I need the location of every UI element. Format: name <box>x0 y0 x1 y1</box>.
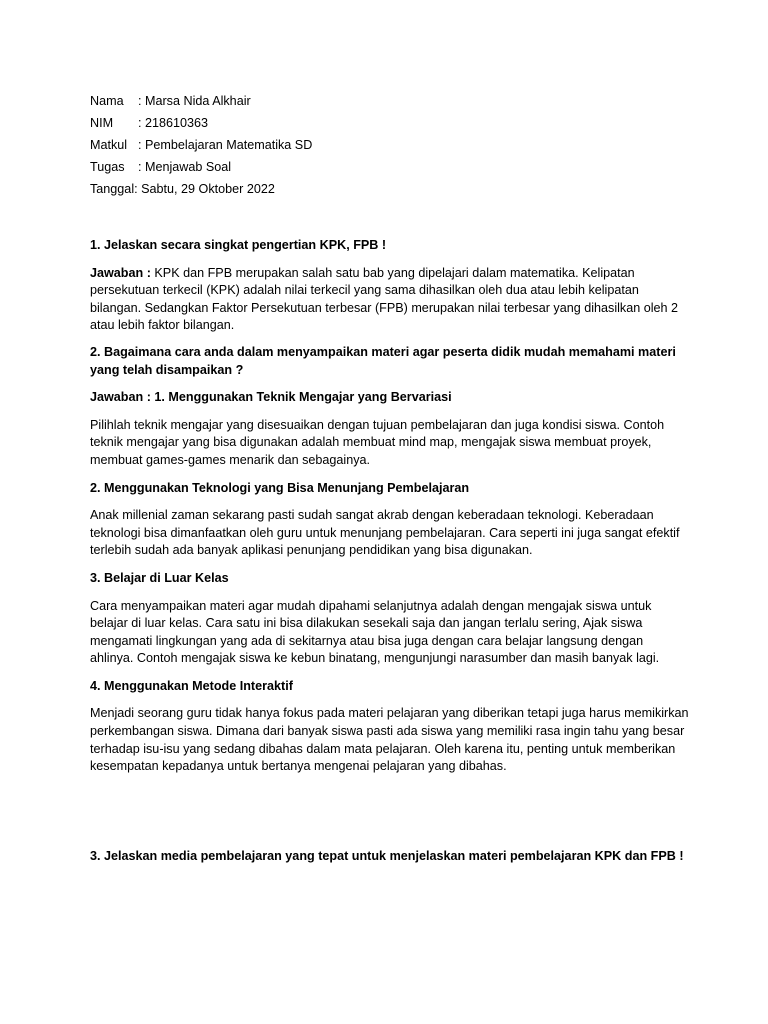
nim-line <box>90 112 690 134</box>
name-label: Nama <box>90 94 124 108</box>
student-info <box>90 90 690 200</box>
name-line <box>90 90 690 112</box>
answer-1-label: Jawaban : <box>90 265 151 280</box>
answer-2-heading: Jawaban : 1. Menggunakan Teknik Mengajar yang Bervariasi <box>90 390 452 405</box>
course-label: Matkul <box>90 138 128 152</box>
course-value: : Pembelajaran Matematika SD <box>138 138 313 152</box>
answer-2-subheading-4: 4. Menggunakan Metode Interaktif <box>90 678 293 693</box>
nim-value: : 218610363 <box>138 116 209 130</box>
answer-2-paragraph-3: Cara menyampaikan materi agar mudah dipahami selanjutnya adalah dengan mengajak siswa untuk belajar di luar kelas. Cara satu ini bisa dilakukan sesekali saja dan jangan terlalu sering, Ajak siswa mengamati lingkungan yang ada di sekitarnya atau bisa juga dengan cara belajar langsung dengan ahlinya. Contoh mengajak siswa ke kebun binatang, mengunjungi narasumber dan masih banyak lagi. <box>90 598 660 666</box>
answer-2-subheading-2: 2. Menggunakan Teknologi yang Bisa Menunjang Pembelajaran <box>90 480 470 495</box>
document-body <box>90 90 690 865</box>
answer-1-text: KPK dan FPB merupakan salah satu bab yang dipelajari dalam matematika. Kelipatan persekutuan terkecil (KPK) adalah nilai terkecil yang sama dihasilkan oleh dua atau lebih kelipatan bilangan. Sedangkan Faktor Persekutuan terbesar (FPB) merupakan nilai terbesar yang dihasilkan oleh 2 atau lebih faktor bilangan. <box>90 265 679 333</box>
date-line <box>90 178 690 200</box>
answer-2-paragraph-1: Pilihlah teknik mengajar yang disesuaikan dengan tujuan pembelajaran dan juga kondisi siswa. Contoh teknik mengajar yang bisa digunakan adalah membuat mind map, mengajak siswa membuat proyek, membuat games-games menarik dan sebagainya. <box>90 417 665 467</box>
date-value: : Sabtu, 29 Oktober 2022 <box>134 182 275 196</box>
nim-label: NIM <box>90 116 114 130</box>
name-value: : Marsa Nida Alkhair <box>138 94 251 108</box>
task-label: Tugas <box>90 160 125 174</box>
answer-2-paragraph-4: Menjadi seorang guru tidak hanya fokus pada materi pelajaran yang diberikan tetapi juga harus memikirkan perkembangan siswa. Dimana dari banyak siswa pasti ada siswa yang memiliki rasa ingin tahu yang besar terhadap isu-isu yang sedang dibahas dalam mata pelajaran. Oleh karena itu, penting untuk memberikan kesempatan kepadanya untuk bertanya mengenai pelajaran yang dibahas. <box>90 706 689 774</box>
question-3: 3. Jelaskan media pembelajaran yang tepat untuk menjelaskan materi pembelajaran KPK dan FPB ! <box>90 848 684 863</box>
answer-1 <box>90 265 690 335</box>
course-line <box>90 134 690 156</box>
date-label: Tanggal <box>90 182 135 196</box>
question-2: 2. Bagaimana cara anda dalam menyampaikan materi agar peserta didik mudah memahami materi yang telah disampaikan ? <box>90 344 676 377</box>
answer-2-subheading-3: 3. Belajar di Luar Kelas <box>90 570 229 585</box>
task-value: : Menjawab Soal <box>138 160 232 174</box>
task-line <box>90 156 690 178</box>
answer-2-paragraph-2: Anak millenial zaman sekarang pasti sudah sangat akrab dengan keberadaan teknologi. Keberadaan teknologi bisa dimanfaatkan oleh guru untuk menunjang pembelajaran. Cara seperti ini juga sangat efektif terlebih sudah ada banyak aplikasi penunjang pendidikan yang bisa digunakan. <box>90 508 680 558</box>
question-1: 1. Jelaskan secara singkat pengertian KPK, FPB ! <box>90 238 387 252</box>
